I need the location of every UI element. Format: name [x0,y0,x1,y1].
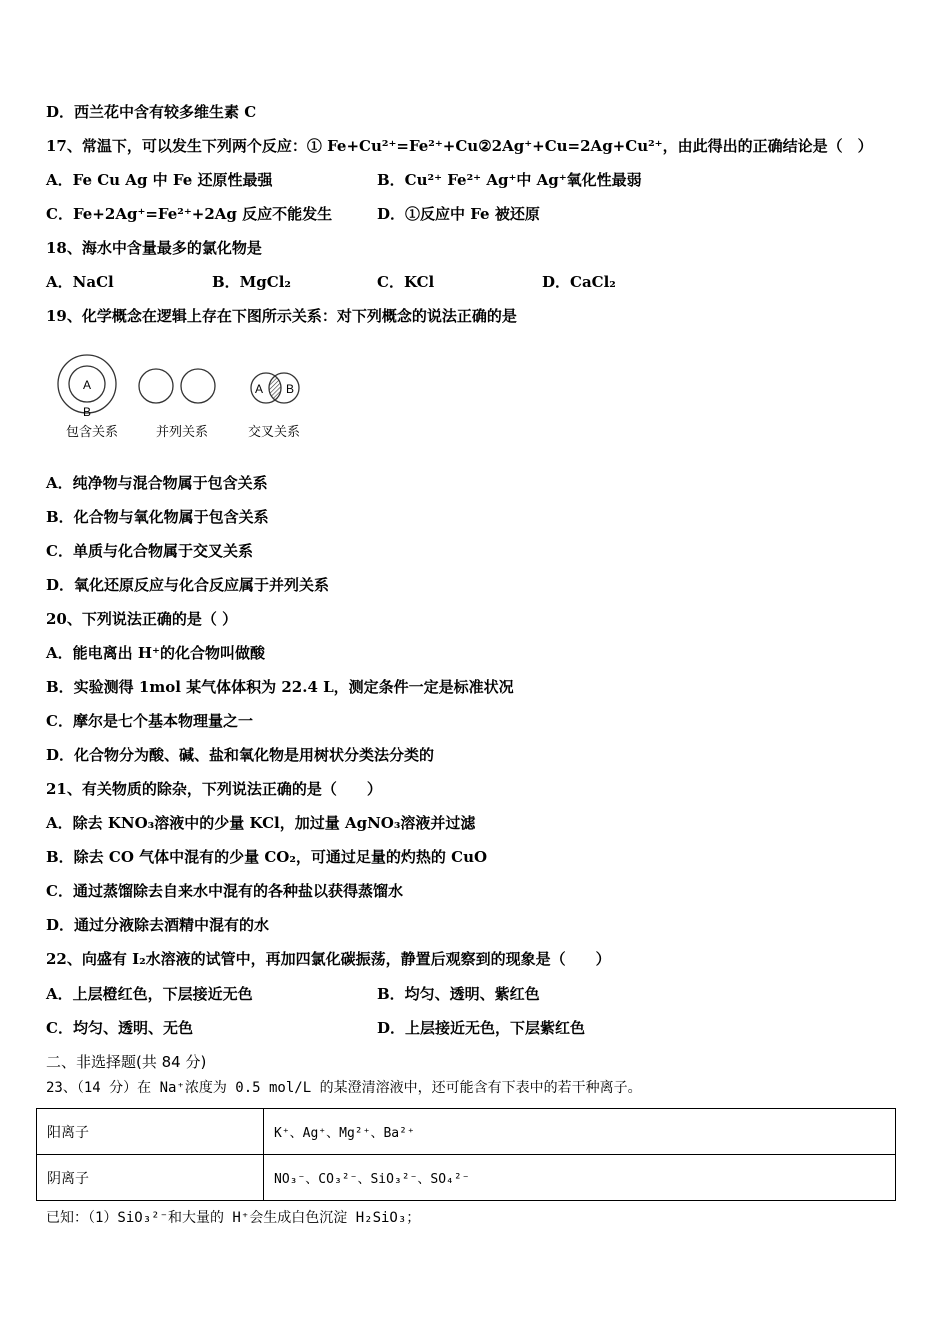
question-20-stem: 20、下列说法正确的是（ ） [46,610,238,628]
cation-header: 阳离子 [37,1109,264,1155]
question-17-option-b: B．Cu²⁺ Fe²⁺ Ag⁺中 Ag⁺氧化性最弱 [377,171,642,189]
anion-header: 阴离子 [37,1155,264,1201]
question-22-option-c: C．均匀、透明、无色 [46,1019,193,1037]
question-17-option-c: C．Fe+2Ag⁺=Fe²⁺+2Ag 反应不能发生 [46,205,333,223]
cross-label-a: A [254,382,264,396]
include-label-b: B [82,405,92,419]
question-20-option-b: B．实验测得 1mol 某气体体积为 22.4 L，测定条件一定是标准状况 [46,678,514,696]
question-18-option-c: C．KCl [377,273,435,291]
question-19-option-b: B．化合物与氧化物属于包含关系 [46,508,269,526]
question-18-option-d: D．CaCl₂ [542,273,616,291]
question-18-option-b: B．MgCl₂ [212,273,291,291]
cross-label-b: B [285,382,295,396]
question-18-option-a: A．NaCl [46,273,114,291]
question-22-option-a: A．上层橙红色，下层接近无色 [46,985,253,1003]
known-condition: 已知：（1）SiO₃²⁻和大量的 H⁺会生成白色沉淀 H₂SiO₃； [46,1210,421,1226]
question-19-option-a: A．纯净物与混合物属于包含关系 [46,474,268,492]
question-21-option-c: C．通过蒸馏除去自来水中混有的各种盐以获得蒸馏水 [46,882,403,900]
question-21-stem: 21、有关物质的除杂，下列说法正确的是（ ） [46,780,382,798]
question-20-option-a: A．能电离出 H⁺的化合物叫做酸 [46,644,265,662]
caption-include: 包含关系 [65,425,119,440]
concept-relation-figure [52,352,322,444]
caption-cross: 交叉关系 [247,425,301,440]
question-20-option-c: C．摩尔是七个基本物理量之一 [46,712,253,730]
question-19-option-c: C．单质与化合物属于交叉关系 [46,542,253,560]
question-21-option-a: A．除去 KNO₃溶液中的少量 KCl，加过量 AgNO₃溶液并过滤 [46,814,476,832]
question-17-option-a: A．Fe Cu Ag 中 Fe 还原性最强 [46,171,273,189]
question-17-stem: 17、常温下，可以发生下列两个反应：① Fe+Cu²⁺=Fe²⁺+Cu②2Ag⁺+Cu=2Ag+Cu²⁺，由此得出的正确结论是（ ） [46,137,873,155]
question-22-option-b: B．均匀、透明、紫红色 [377,985,540,1003]
question-23-stem: 23、（14 分）在 Na⁺浓度为 0.5 mol/L 的某澄清溶液中，还可能含有下表中的若干种离子。 [46,1080,642,1096]
question-19-stem: 19、化学概念在逻辑上存在下图所示关系：对下列概念的说法正确的是 [46,307,517,325]
question-22-option-d: D．上层接近无色，下层紫红色 [377,1019,586,1037]
table-row [37,1155,896,1201]
cation-values: K⁺、Ag⁺、Mg²⁺、Ba²⁺ [264,1109,896,1155]
concept-relation-diagram [52,352,322,444]
question-21-option-b: B．除去 CO 气体中混有的少量 CO₂，可通过足量的灼热的 CuO [46,848,488,866]
parallel-left-circle [139,369,173,403]
question-16-option-d: D．西兰花中含有较多维生素 C [46,103,257,121]
question-19-option-d: D．氧化还原反应与化合反应属于并列关系 [46,576,330,594]
question-21-option-d: D．通过分液除去酒精中混有的水 [46,916,270,934]
table-row [37,1109,896,1155]
ion-table [36,1108,896,1201]
caption-parallel: 并列关系 [155,425,209,440]
question-22-stem: 22、向盛有 I₂水溶液的试管中，再加四氯化碳振荡，静置后观察到的现象是（ ） [46,950,611,968]
question-17-option-d: D．①反应中 Fe 被还原 [377,205,540,223]
question-20-option-d: D．化合物分为酸、碱、盐和氧化物是用树状分类法分类的 [46,746,435,764]
parallel-right-circle [181,369,215,403]
question-18-stem: 18、海水中含量最多的氯化物是 [46,239,262,257]
section-heading: 二、非选择题(共 84 分) [46,1053,207,1071]
include-label-a: A [82,378,92,392]
anion-values: NO₃⁻、CO₃²⁻、SiO₃²⁻、SO₄²⁻ [264,1155,896,1201]
